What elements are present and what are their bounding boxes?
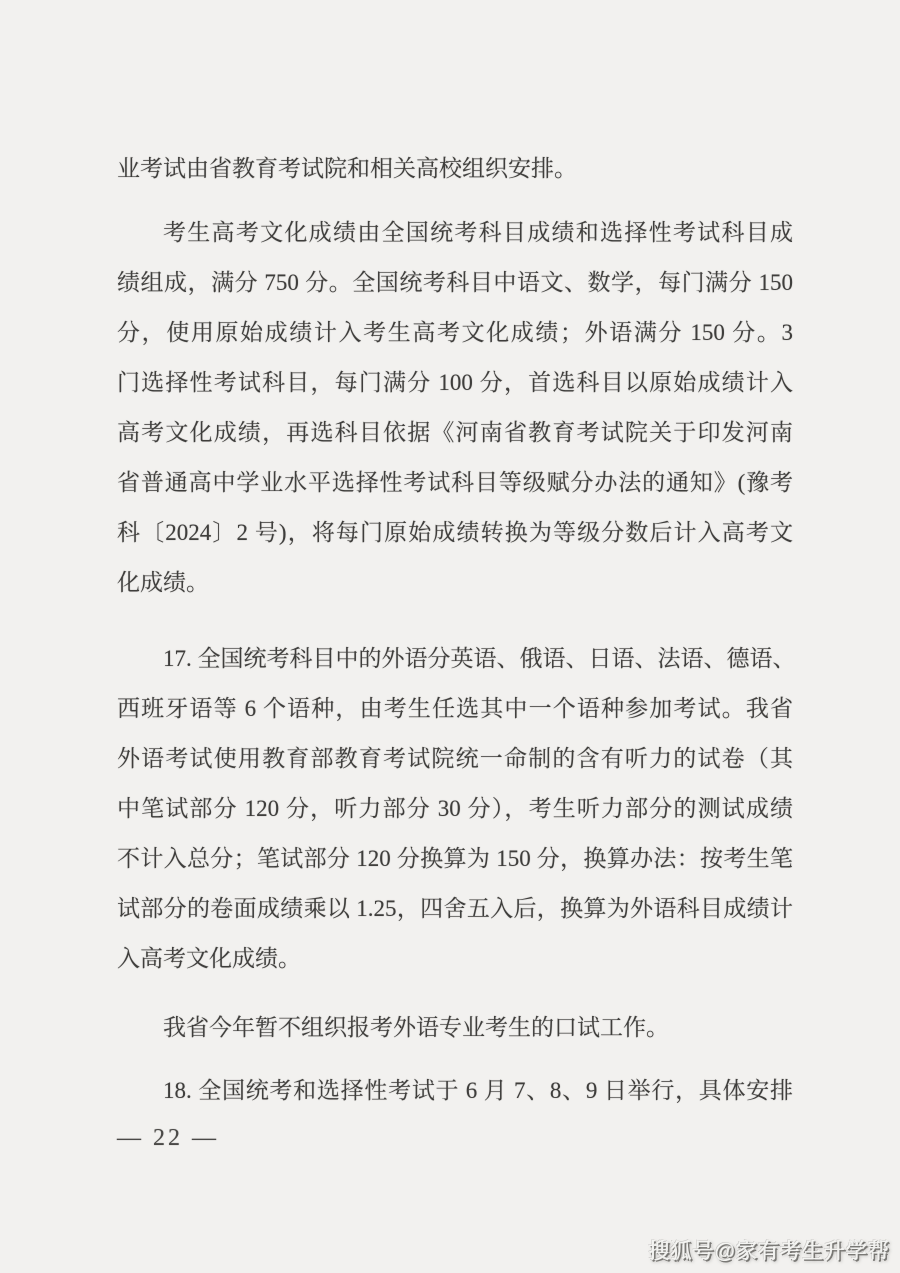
text-line: 科〔2024〕2 号)，将每门原始成绩转换为等级分数后计入高考文 <box>117 520 793 545</box>
text-line: 考生高考文化成绩由全国统考科目成绩和选择性考试科目成 <box>163 220 793 245</box>
text-line: 中笔试部分 120 分，听力部分 30 分），考生听力部分的测试成绩 <box>117 796 793 821</box>
paragraph-item-18 <box>117 1066 793 1116</box>
text-line: 省普通高中学业水平选择性考试科目等级赋分办法的通知》(豫考 <box>117 470 793 495</box>
document-body <box>117 144 796 1155</box>
text-line: 不计入总分；笔试部分 120 分换算为 150 分，换算办法：按考生笔 <box>117 846 793 871</box>
text-line: 高考文化成绩，再选科目依据《河南省教育考试院关于印发河南 <box>117 420 793 445</box>
paragraph <box>117 1003 793 1053</box>
text-line: 业考试由省教育考试院和相关高校组织安排。 <box>117 156 577 181</box>
paragraph <box>117 208 793 608</box>
text-line: 化成绩。 <box>117 570 209 595</box>
text-line: 17. 全国统考科目中的外语分英语、俄语、日语、法语、德语、 <box>163 646 796 671</box>
text-line: 绩组成，满分 750 分。全国统考科目中语文、数学，每门满分 150 <box>117 270 793 295</box>
text-line: 试部分的卷面成绩乘以 1.25，四舍五入后，换算为外语科目成绩计 <box>117 896 793 921</box>
text-line: 18. 全国统考和选择性考试于 6 月 7、8、9 日举行，具体安排 <box>163 1078 793 1103</box>
text-line: 外语考试使用教育部教育考试院统一命制的含有听力的试卷（其 <box>117 746 793 771</box>
text-line: 门选择性考试科目，每门满分 100 分，首选科目以原始成绩计入 <box>117 370 793 395</box>
text-line: 西班牙语等 6 个语种，由考生任选其中一个语种参加考试。我省 <box>117 696 793 721</box>
text-line: 分，使用原始成绩计入考生高考文化成绩；外语满分 150 分。3 <box>117 320 793 345</box>
text-line: 我省今年暂不组织报考外语专业考生的口试工作。 <box>163 1015 669 1040</box>
paragraph-item-17 <box>117 634 796 984</box>
sohu-watermark: 搜狐号@家有考生升学帮 <box>648 1240 890 1263</box>
page-number: — 22 — <box>117 1125 219 1151</box>
paragraph <box>117 144 793 194</box>
text-line: 入高考文化成绩。 <box>117 946 301 971</box>
